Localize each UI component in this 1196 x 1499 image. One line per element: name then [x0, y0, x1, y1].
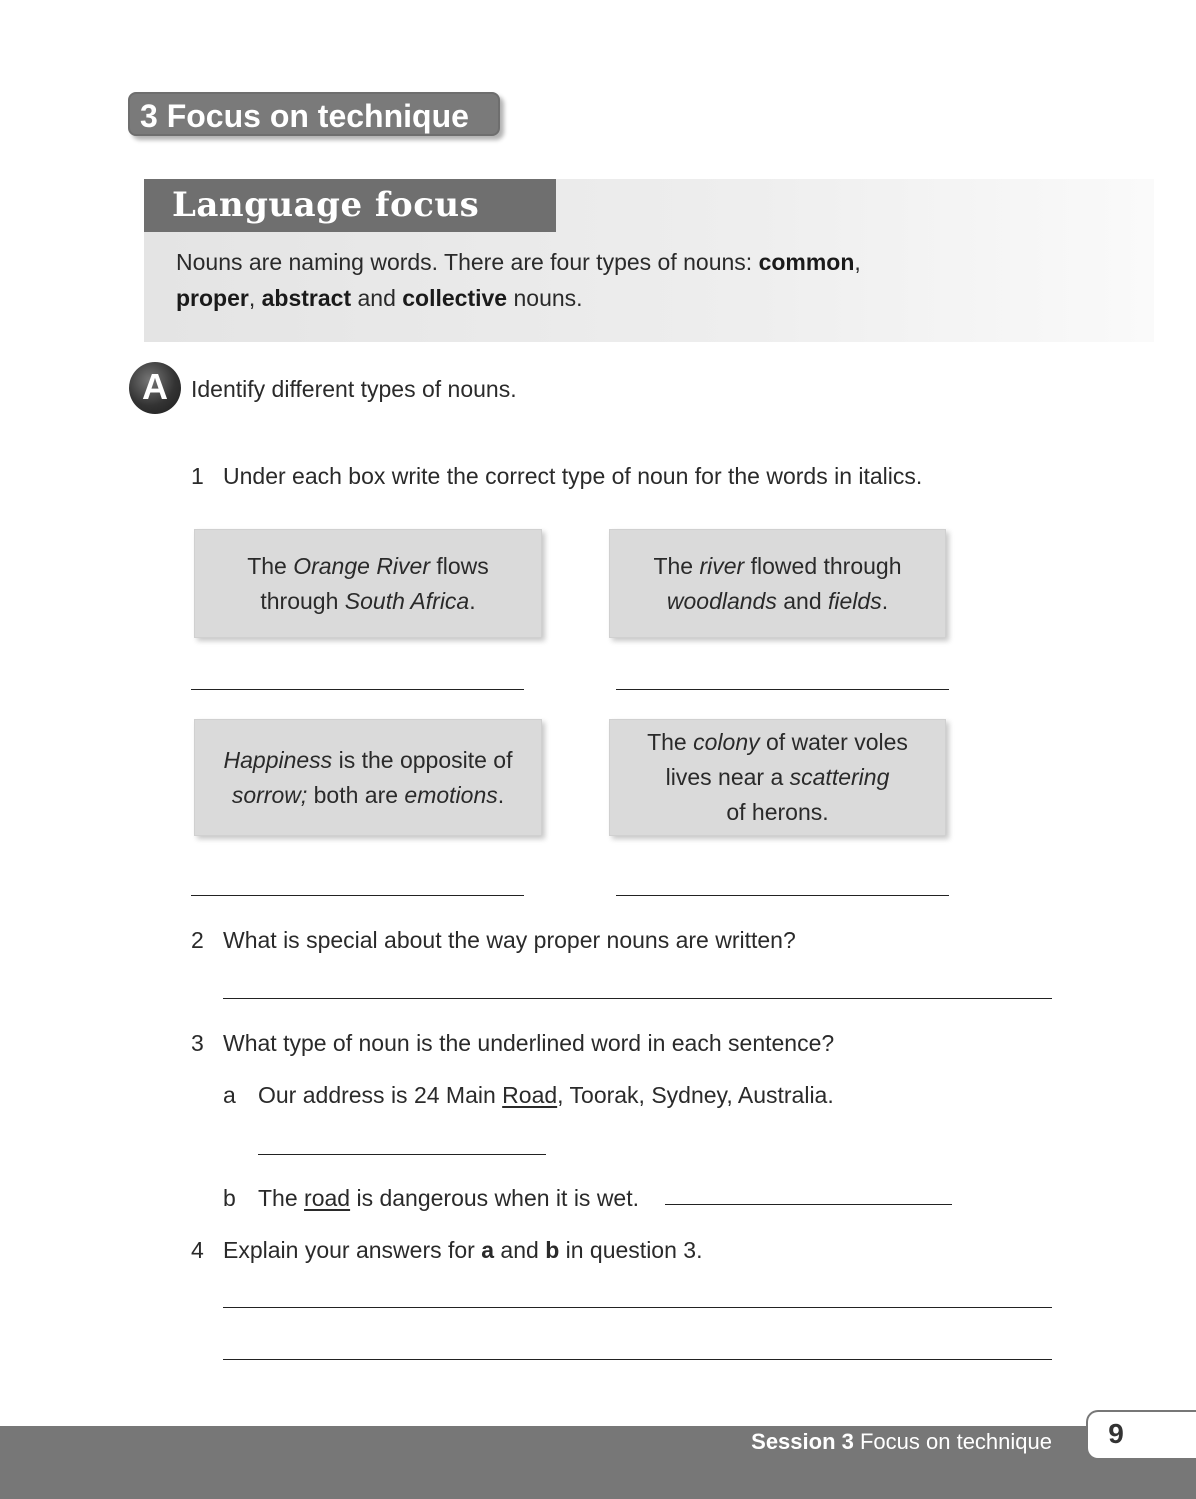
box4-text: The: [647, 729, 694, 755]
box1-text: .: [469, 587, 476, 614]
language-focus-text: [176, 244, 1076, 316]
q2-text: What is special about the way proper nouns are written?: [223, 927, 796, 953]
box4-text: of water voles: [759, 729, 908, 755]
activity-instruction: Identify different types of nouns.: [191, 376, 517, 402]
footer-session-label: Session 3: [751, 1429, 854, 1454]
q4-text-part: and: [494, 1237, 546, 1263]
box2-text: flowed through: [744, 552, 902, 579]
noun-box-2: [609, 529, 946, 638]
box1-text: through: [260, 587, 345, 614]
q4-text-part: Explain your answers for: [223, 1237, 482, 1263]
section-title: [128, 92, 500, 136]
box3-italic: sorrow;: [231, 781, 308, 808]
answer-line-box4[interactable]: [616, 895, 949, 896]
q3a-text: Our address is 24 Main: [258, 1082, 503, 1108]
noun-box-4: [609, 719, 946, 836]
q3b-label: b: [223, 1185, 236, 1211]
noun-box-3: [194, 719, 542, 836]
box3-text: is the opposite of: [332, 746, 513, 773]
page-number: 9: [1108, 1418, 1124, 1449]
q3a-label: a: [223, 1082, 236, 1108]
lf-end: nouns.: [507, 285, 583, 311]
section-title-text: Focus on technique: [166, 98, 469, 134]
term-common: common: [758, 249, 855, 275]
q1-text: Under each box write the correct type of noun for the words in italics.: [223, 463, 923, 489]
q3a-sentence: [258, 1078, 1058, 1112]
footer-session-title: Focus on technique: [853, 1429, 1052, 1454]
answer-line-q3a[interactable]: [258, 1154, 546, 1155]
box1-text: The: [247, 552, 294, 579]
q3b-sentence: [258, 1181, 639, 1215]
q3a-text: , Toorak, Sydney, Australia.: [557, 1082, 834, 1108]
q4-text: [223, 1233, 1123, 1267]
box2-text: The: [653, 552, 700, 579]
term-collective: collective: [402, 285, 508, 311]
answer-line-q3b[interactable]: [665, 1204, 952, 1205]
answer-line-box3[interactable]: [191, 895, 524, 896]
answer-line-box2[interactable]: [616, 689, 949, 690]
box3-text: both are: [307, 781, 405, 808]
box4-text: of herons.: [726, 799, 829, 825]
q3b-text: is dangerous when it is wet.: [350, 1185, 640, 1211]
term-abstract: abstract: [261, 285, 352, 311]
q4-bold-a: a: [481, 1237, 495, 1263]
box3-italic: emotions: [404, 781, 498, 808]
answer-line-q4-2[interactable]: [223, 1359, 1052, 1360]
q3-number: 3: [191, 1030, 204, 1056]
noun-box-1: [194, 529, 542, 638]
box1-italic: Orange River: [293, 552, 430, 579]
box4-italic: colony: [693, 729, 760, 755]
box3-italic: Happiness: [223, 746, 333, 773]
q2-number: 2: [191, 927, 204, 953]
box1-text: flows: [430, 552, 489, 579]
box2-text: and: [776, 587, 828, 614]
q4-text-part: in question 3.: [559, 1237, 703, 1263]
lf-sep3: and: [351, 285, 403, 311]
box2-italic: river: [699, 552, 745, 579]
box4-italic: scattering: [789, 764, 890, 790]
section-number: 3: [140, 98, 158, 134]
term-proper: proper: [176, 285, 249, 311]
answer-line-q2[interactable]: [223, 998, 1052, 999]
lf-intro: Nouns are naming words. There are four types of nouns:: [176, 249, 759, 275]
answer-line-q4-1[interactable]: [223, 1307, 1052, 1308]
activity-badge-icon: A: [129, 362, 181, 414]
q3b-underlined: road: [304, 1185, 351, 1211]
q1-number: 1: [191, 463, 204, 489]
footer-session: [560, 1426, 1052, 1458]
q4-number: 4: [191, 1237, 204, 1263]
box2-italic: woodlands: [666, 587, 777, 614]
box3-text: .: [497, 781, 505, 808]
box4-text: lives near a: [665, 764, 790, 790]
lf-sep1: ,: [854, 249, 861, 275]
q4-bold-b: b: [545, 1237, 560, 1263]
q3-text: What type of noun is the underlined word in each sentence?: [223, 1030, 835, 1056]
box2-italic: fields: [828, 587, 882, 614]
q3a-underlined: Road: [502, 1082, 558, 1108]
answer-line-box1[interactable]: [191, 689, 524, 690]
box2-text: .: [881, 587, 889, 614]
q3b-text: The: [258, 1185, 305, 1211]
lf-sep2: ,: [248, 285, 262, 311]
box1-italic: South Africa: [344, 587, 470, 614]
language-focus-heading: Language focus: [144, 179, 556, 232]
